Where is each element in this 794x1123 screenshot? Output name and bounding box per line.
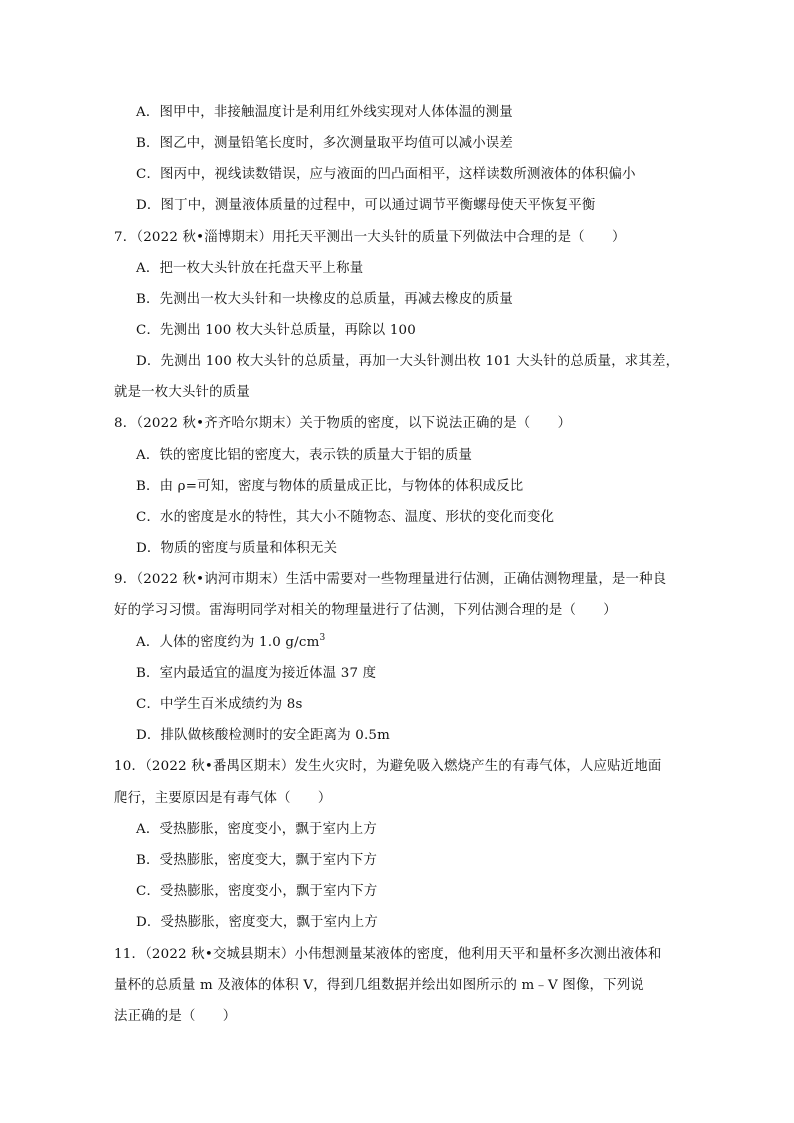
q10-option-d: D．受热膨胀，密度变大，飘于室内上方 (136, 915, 378, 930)
question-10-stem-line1: 10．（2022 秋•番禺区期末）发生火灾时，为避免吸入燃烧产生的有毒气体，人应贴近地面 (114, 759, 662, 774)
option-c: C．图丙中，视线读数错误，应与液面的凹凸面相平，这样读数所测液体的体积偏小 (136, 167, 636, 182)
question-11-stem-line3: 法正确的是（ ） (114, 1009, 237, 1024)
question-11-stem-line1: 11．（2022 秋•交城县期末）小伟想测量某液体的密度，他利用天平和量杯多次测出液体和 (114, 947, 662, 962)
q9-option-a-text: A．人体的密度约为 1.0 g/cm (136, 635, 320, 650)
option-d: D．图丁中，测量液体质量的过程中，可以通过调节平衡螺母使天平恢复平衡 (136, 198, 596, 213)
q7-option-c: C．先测出 100 枚大头针总质量，再除以 100 (136, 323, 416, 338)
q9-option-a (136, 634, 325, 652)
q8-option-a: A．铁的密度比铝的密度大，表示铁的质量大于铝的质量 (136, 448, 473, 463)
question-11-stem-line2: 量杯的总质量 m 及液体的体积 V，得到几组数据并绘出如图所示的 m﹣V 图像，下列说 (114, 978, 644, 993)
q8-option-c: C．水的密度是水的特性，其大小不随物态、温度、形状的变化而变化 (136, 510, 555, 525)
q9-option-d: D．排队做核酸检测时的安全距离为 0.5m (136, 728, 391, 743)
option-b: B．图乙中，测量铅笔长度时，多次测量取平均值可以减小误差 (136, 136, 513, 151)
question-8-stem: 8．（2022 秋•齐齐哈尔期末）关于物质的密度，以下说法正确的是（ ） (114, 416, 572, 431)
q9-option-c: C．中学生百米成绩约为 8s (136, 697, 303, 712)
q9-option-a-superscript: 3 (319, 633, 326, 643)
q7-option-d-continued: 就是一枚大头针的质量 (114, 385, 250, 400)
q7-option-b: B．先测出一枚大头针和一块橡皮的总质量，再减去橡皮的质量 (136, 292, 513, 307)
q7-option-a: A．把一枚大头针放在托盘天平上称量 (136, 261, 364, 276)
q7-option-d: D．先测出 100 枚大头针的总质量，再加一大头针测出枚 101 大头针的总质量，求其差， (136, 354, 680, 369)
q8-option-d: D．物质的密度与质量和体积无关 (136, 541, 338, 556)
question-7-stem: 7．（2022 秋•淄博期末）用托天平测出一大头针的质量下列做法中合理的是（ ） (114, 230, 626, 245)
option-a: A．图甲中，非接触温度计是利用红外线实现对人体体温的测量 (136, 105, 513, 120)
q10-option-a: A．受热膨胀，密度变小，飘于室内上方 (136, 822, 377, 837)
q10-option-b: B．受热膨胀，密度变大，飘于室内下方 (136, 853, 378, 868)
question-10-stem-line2: 爬行，主要原因是有毒气体（ ） (114, 791, 332, 806)
q9-option-b: B．室内最适宜的温度为接近体温 37 度 (136, 666, 377, 681)
q8-option-b: B．由 ρ=可知，密度与物体的质量成正比，与物体的体积成反比 (136, 479, 524, 494)
question-9-stem-line1: 9．（2022 秋•讷河市期末）生活中需要对一些物理量进行估测，正确估测物理量，是一种良 (114, 572, 667, 587)
question-9-stem-line2: 好的学习习惯。雷海明同学对相关的物理量进行了估测，下列估测合理的是（ ） (114, 603, 617, 618)
q10-option-c: C．受热膨胀，密度变小，飘于室内下方 (136, 884, 378, 899)
